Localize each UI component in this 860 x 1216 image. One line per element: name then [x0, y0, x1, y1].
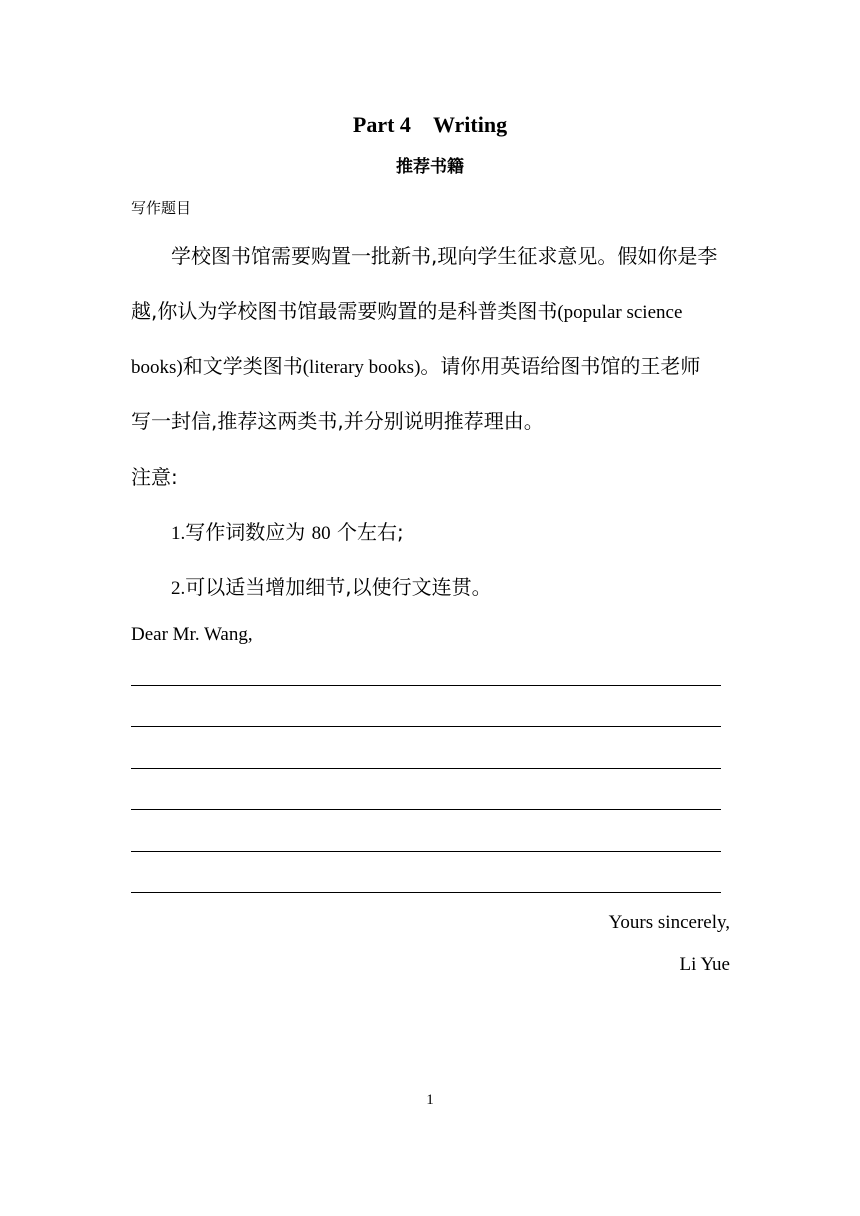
- text-segment: 可以适当增加细节,以使行文连贯。: [185, 575, 492, 599]
- text-segment: 越,你认为学校图书馆最需要购置的是科普类图书: [131, 299, 558, 323]
- letter-closing: Yours sincerely,: [608, 912, 730, 933]
- notes-title: 注意:: [131, 465, 178, 489]
- text-segment: 个左右;: [330, 520, 404, 544]
- prompt-line-4: [131, 407, 544, 435]
- note-item-2: [171, 573, 492, 603]
- writing-line[interactable]: [131, 809, 721, 810]
- prompt-line-2: [131, 297, 682, 327]
- writing-line[interactable]: [131, 768, 721, 769]
- text-segment: 写一封信,推荐这两类书,并分别说明推荐理由。: [131, 409, 544, 433]
- section-label: 写作题目: [131, 199, 192, 217]
- text-segment: 。请你用英语给图书馆的王老师: [420, 354, 701, 378]
- text-segment: books): [131, 357, 183, 378]
- writing-line[interactable]: [131, 685, 721, 686]
- letter-signature: Li Yue: [679, 954, 730, 975]
- page-number: 1: [426, 1092, 434, 1108]
- writing-line[interactable]: [131, 726, 721, 727]
- writing-line[interactable]: [131, 892, 721, 893]
- prompt-line-3: [131, 352, 700, 382]
- text-segment: 写作词数应为: [185, 520, 312, 544]
- text-segment: 80: [311, 523, 331, 544]
- page-title: [0, 110, 860, 140]
- writing-line[interactable]: [131, 851, 721, 852]
- letter-greeting: Dear Mr. Wang,: [131, 624, 253, 645]
- title-name: Writing: [432, 112, 508, 137]
- text-segment: 学校图书馆需要购置一批新书,现向学生征求意见。假如你是李: [171, 244, 718, 268]
- note-item-1: [171, 518, 404, 548]
- text-segment: (literary books): [302, 357, 421, 378]
- text-segment: 1.: [171, 523, 186, 544]
- text-segment: 2.: [171, 578, 186, 599]
- page-subtitle: 推荐书籍: [396, 157, 464, 177]
- text-segment: 和文学类图书: [182, 354, 303, 378]
- prompt-line-1: [171, 242, 717, 270]
- text-segment: (popular science: [557, 302, 683, 323]
- title-part: Part 4: [352, 112, 411, 137]
